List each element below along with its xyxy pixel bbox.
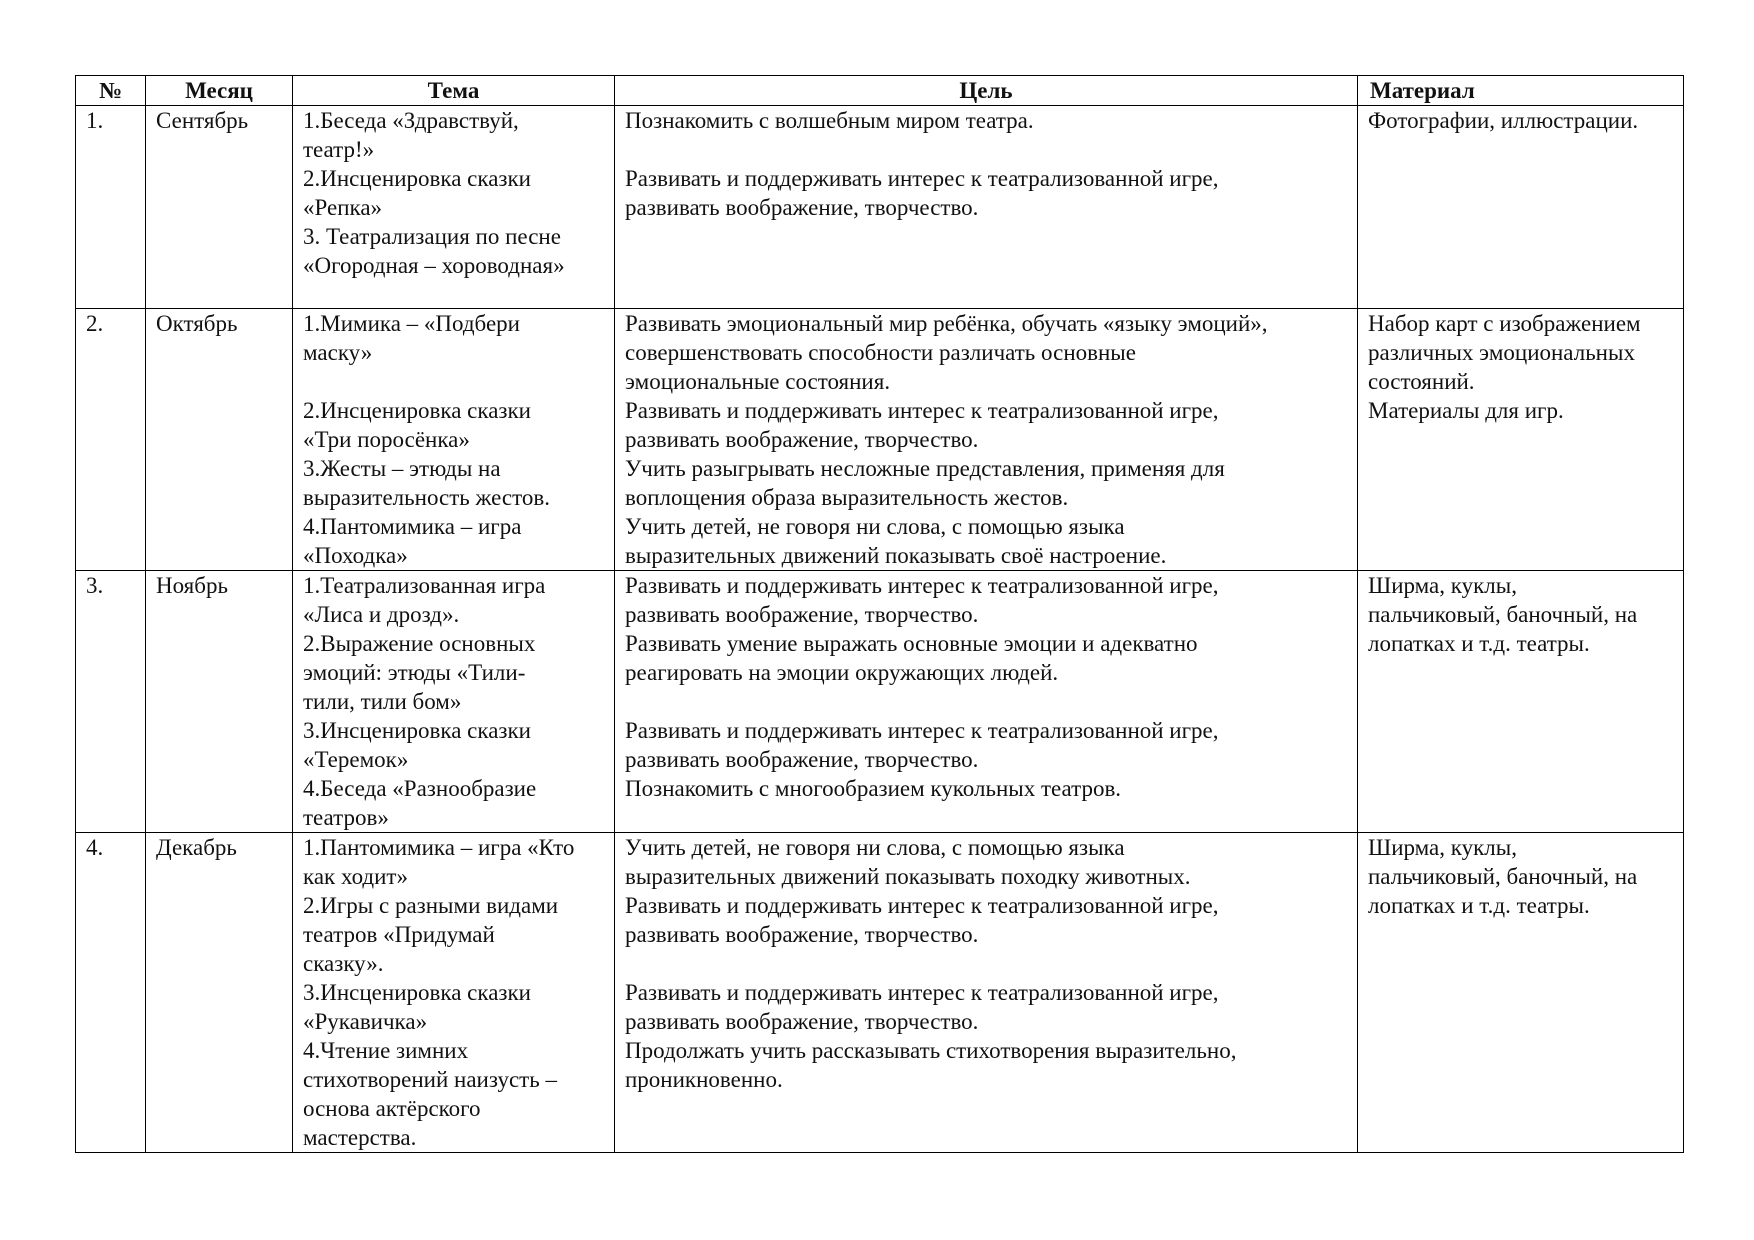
cell-num: 4. — [76, 833, 146, 1153]
header-goal: Цель — [615, 76, 1358, 106]
cell-goal-line: развивать воображение, творчество. — [625, 1009, 979, 1034]
cell-theme-line: 4.Чтение зимних — [303, 1038, 469, 1063]
cell-material — [1358, 106, 1684, 309]
cell-month: Октябрь — [146, 309, 293, 571]
cell-material-line: Материалы для игр. — [1368, 398, 1564, 423]
cell-goal-line — [625, 135, 1347, 164]
cell-num: 2. — [76, 309, 146, 571]
cell-goal-line: Развивать и поддерживать интерес к театрализованной игре, — [625, 398, 1219, 423]
cell-goal-line: Познакомить с многообразием кукольных театров. — [625, 776, 1122, 801]
cell-material-line: состояний. — [1368, 369, 1475, 394]
cell-material-line: различных эмоциональных — [1368, 340, 1635, 365]
cell-goal-line — [625, 687, 1347, 716]
cell-theme — [293, 106, 615, 309]
cell-theme-line: тили, тили бом» — [303, 689, 462, 714]
table-row — [76, 106, 1684, 309]
cell-goal-line: воплощения образа выразительность жестов. — [625, 485, 1069, 510]
cell-theme-line: 3.Жесты – этюды на — [303, 456, 501, 481]
cell-goal-line: выразительных движений показывать своё настроение. — [625, 543, 1167, 568]
header-num: № — [76, 76, 146, 106]
cell-theme — [293, 833, 615, 1153]
cell-theme-line: выразительность жестов. — [303, 485, 550, 510]
header-theme: Тема — [293, 76, 615, 106]
cell-goal-line: развивать воображение, творчество. — [625, 602, 979, 627]
cell-goal-line: Учить разыгрывать несложные представления, применяя для — [625, 456, 1225, 481]
cell-theme-line: театр!» — [303, 137, 375, 162]
cell-theme-line: 3.Инсценировка сказки — [303, 718, 531, 743]
cell-theme-line: стихотворений наизусть – — [303, 1067, 557, 1092]
cell-material-line: пальчиковый, баночный, на — [1368, 864, 1638, 889]
cell-theme-line: 1.Беседа «Здравствуй, — [303, 108, 519, 133]
cell-theme-line — [303, 367, 604, 396]
cell-theme-line: «Рукавичка» — [303, 1009, 428, 1034]
cell-material-line: Ширма, куклы, — [1368, 835, 1517, 860]
cell-theme-line: театров «Придумай — [303, 922, 495, 947]
cell-goal-line: Продолжать учить рассказывать стихотворения выразительно, — [625, 1038, 1237, 1063]
cell-material-line: Фотографии, иллюстрации. — [1368, 108, 1639, 133]
cell-theme-line: мастерства. — [303, 1125, 417, 1150]
cell-theme-line: 2.Инсценировка сказки — [303, 166, 531, 191]
cell-theme-line: основа актёрского — [303, 1096, 481, 1121]
cell-material-line: Ширма, куклы, — [1368, 573, 1517, 598]
cell-material — [1358, 309, 1684, 571]
cell-material-line: пальчиковый, баночный, на — [1368, 602, 1638, 627]
cell-theme-line: 1.Театрализованная игра — [303, 573, 546, 598]
cell-theme-line: 4.Беседа «Разнообразие — [303, 776, 537, 801]
cell-material-line: лопатках и т.д. театры. — [1368, 893, 1590, 918]
cell-theme-line: сказку». — [303, 951, 384, 976]
cell-goal-line: выразительных движений показывать походку животных. — [625, 864, 1191, 889]
table-body — [76, 106, 1684, 1153]
table-row — [76, 833, 1684, 1153]
cell-theme-line: 1.Пантомимика – игра «Кто — [303, 835, 575, 860]
cell-theme-line: как ходит» — [303, 864, 408, 889]
cell-theme-line: 2.Инсценировка сказки — [303, 398, 531, 423]
cell-goal-line: Развивать эмоциональный мир ребёнка, обучать «языку эмоций», — [625, 311, 1268, 336]
cell-goal-line: Познакомить с волшебным миром театра. — [625, 108, 1034, 133]
cell-theme-line: эмоций: этюды «Тили- — [303, 660, 526, 685]
cell-goal-line: Развивать и поддерживать интерес к театрализованной игре, — [625, 893, 1219, 918]
cell-theme-line: театров» — [303, 805, 389, 830]
cell-goal — [615, 106, 1358, 309]
cell-goal-line: Учить детей, не говоря ни слова, с помощью языка — [625, 514, 1125, 539]
cell-goal-line — [625, 949, 1347, 978]
cell-theme-line: 3.Инсценировка сказки — [303, 980, 531, 1005]
cell-num: 3. — [76, 571, 146, 833]
cell-goal-line: эмоциональные состояния. — [625, 369, 891, 394]
cell-theme-line: «Теремок» — [303, 747, 409, 772]
cell-theme-line: 2.Выражение основных — [303, 631, 536, 656]
cell-theme — [293, 309, 615, 571]
cell-theme-line: «Походка» — [303, 543, 408, 568]
cell-material-line: лопатках и т.д. театры. — [1368, 631, 1590, 656]
table-row — [76, 571, 1684, 833]
cell-theme-line: 1.Мимика – «Подбери — [303, 311, 520, 336]
cell-goal-line: развивать воображение, творчество. — [625, 427, 979, 452]
plan-table — [75, 75, 1684, 1153]
cell-theme-line: 2.Игры с разными видами — [303, 893, 559, 918]
cell-theme-line: 3. Театрализация по песне — [303, 224, 561, 249]
cell-goal — [615, 309, 1358, 571]
cell-goal-line: Развивать и поддерживать интерес к театрализованной игре, — [625, 980, 1219, 1005]
cell-goal-line: совершенствовать способности различать основные — [625, 340, 1136, 365]
cell-material — [1358, 833, 1684, 1153]
header-material: Материал — [1358, 76, 1684, 106]
cell-goal-line: Развивать и поддерживать интерес к театрализованной игре, — [625, 718, 1219, 743]
cell-material — [1358, 571, 1684, 833]
cell-goal — [615, 571, 1358, 833]
cell-goal-line: Развивать и поддерживать интерес к театрализованной игре, — [625, 166, 1219, 191]
header-row — [76, 76, 1684, 106]
cell-month: Декабрь — [146, 833, 293, 1153]
cell-theme-line: маску» — [303, 340, 373, 365]
table-row — [76, 309, 1684, 571]
cell-month: Ноябрь — [146, 571, 293, 833]
cell-theme-line: «Репка» — [303, 195, 383, 220]
cell-num: 1. — [76, 106, 146, 309]
cell-theme-line: «Огородная – хороводная» — [303, 253, 565, 278]
cell-theme — [293, 571, 615, 833]
cell-goal-line: развивать воображение, творчество. — [625, 922, 979, 947]
cell-material-line: Набор карт с изображением — [1368, 311, 1641, 336]
header-month: Месяц — [146, 76, 293, 106]
cell-theme-line: «Три поросёнка» — [303, 427, 470, 452]
cell-goal-line: Учить детей, не говоря ни слова, с помощью языка — [625, 835, 1125, 860]
cell-goal-line: развивать воображение, творчество. — [625, 747, 979, 772]
cell-theme-line: «Лиса и дрозд». — [303, 602, 460, 627]
cell-goal-line: Развивать и поддерживать интерес к театрализованной игре, — [625, 573, 1219, 598]
cell-goal-line: Развивать умение выражать основные эмоции и адекватно — [625, 631, 1198, 656]
cell-theme-line: 4.Пантомимика – игра — [303, 514, 522, 539]
cell-month: Сентябрь — [146, 106, 293, 309]
cell-goal-line: проникновенно. — [625, 1067, 783, 1092]
cell-goal-line: реагировать на эмоции окружающих людей. — [625, 660, 1059, 685]
cell-goal — [615, 833, 1358, 1153]
cell-goal-line: развивать воображение, творчество. — [625, 195, 979, 220]
